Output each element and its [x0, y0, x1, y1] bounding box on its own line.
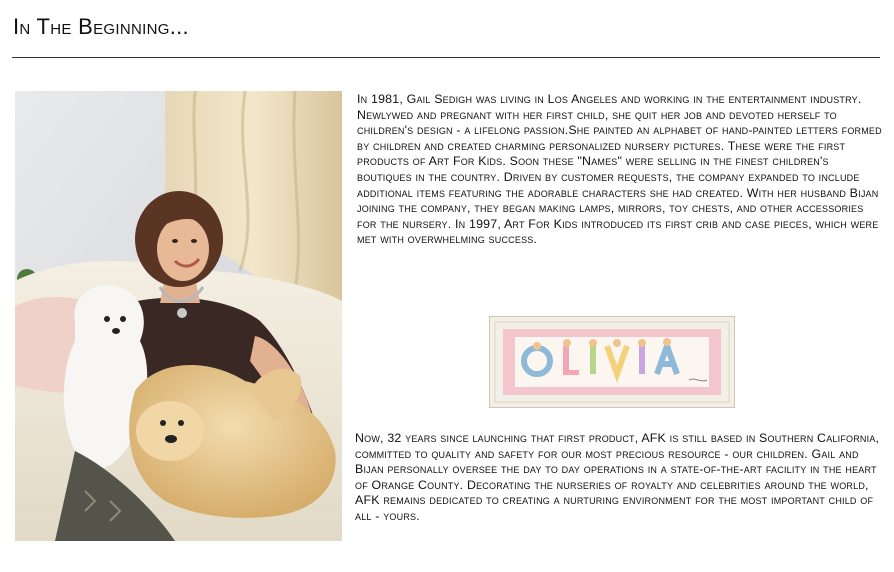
story-paragraph-origin: In 1981, Gail Sedigh was living in Los Angeles and working in the entertainment industry. Newlywed and pregnant with her first child, she quit her job and devoted herself to children's design - a lifelong passion.She painted an alphabet of hand-painted letters formed by children and created charming personalized nursery pictures. These were the first products of Art For Kids. Soon these "Names" were selling in the finest children's boutiques in the country. Driven by customer requests, the company expanded to include additional items featuring the adorable characters she had created. With her husband Bijan joining the company, they began making lamps, mirrors, toy chests, and other accessories for the nursery. In 1997, Art For Kids introduced its first crib and case pieces, which were met with overwhelming success. — [357, 92, 882, 247]
founder-photo — [15, 91, 342, 541]
page-title: In The Beginning... — [13, 14, 189, 39]
title-divider — [12, 57, 880, 58]
story-paragraph-today: Now, 32 years since launching that first product, AFK is still based in Southern California, committed to quality and safety for our most precious resource - our children. Gail and Bijan personally oversee the day to day operations in a state-of-the-art facility in the heart of Orange County. Decorating the nurseries of royalty and celebrities around the world, AFK remains dedicated to creating a nurturing environment for the most important child of all - yours. — [355, 431, 880, 523]
name-art-frame — [489, 316, 735, 408]
